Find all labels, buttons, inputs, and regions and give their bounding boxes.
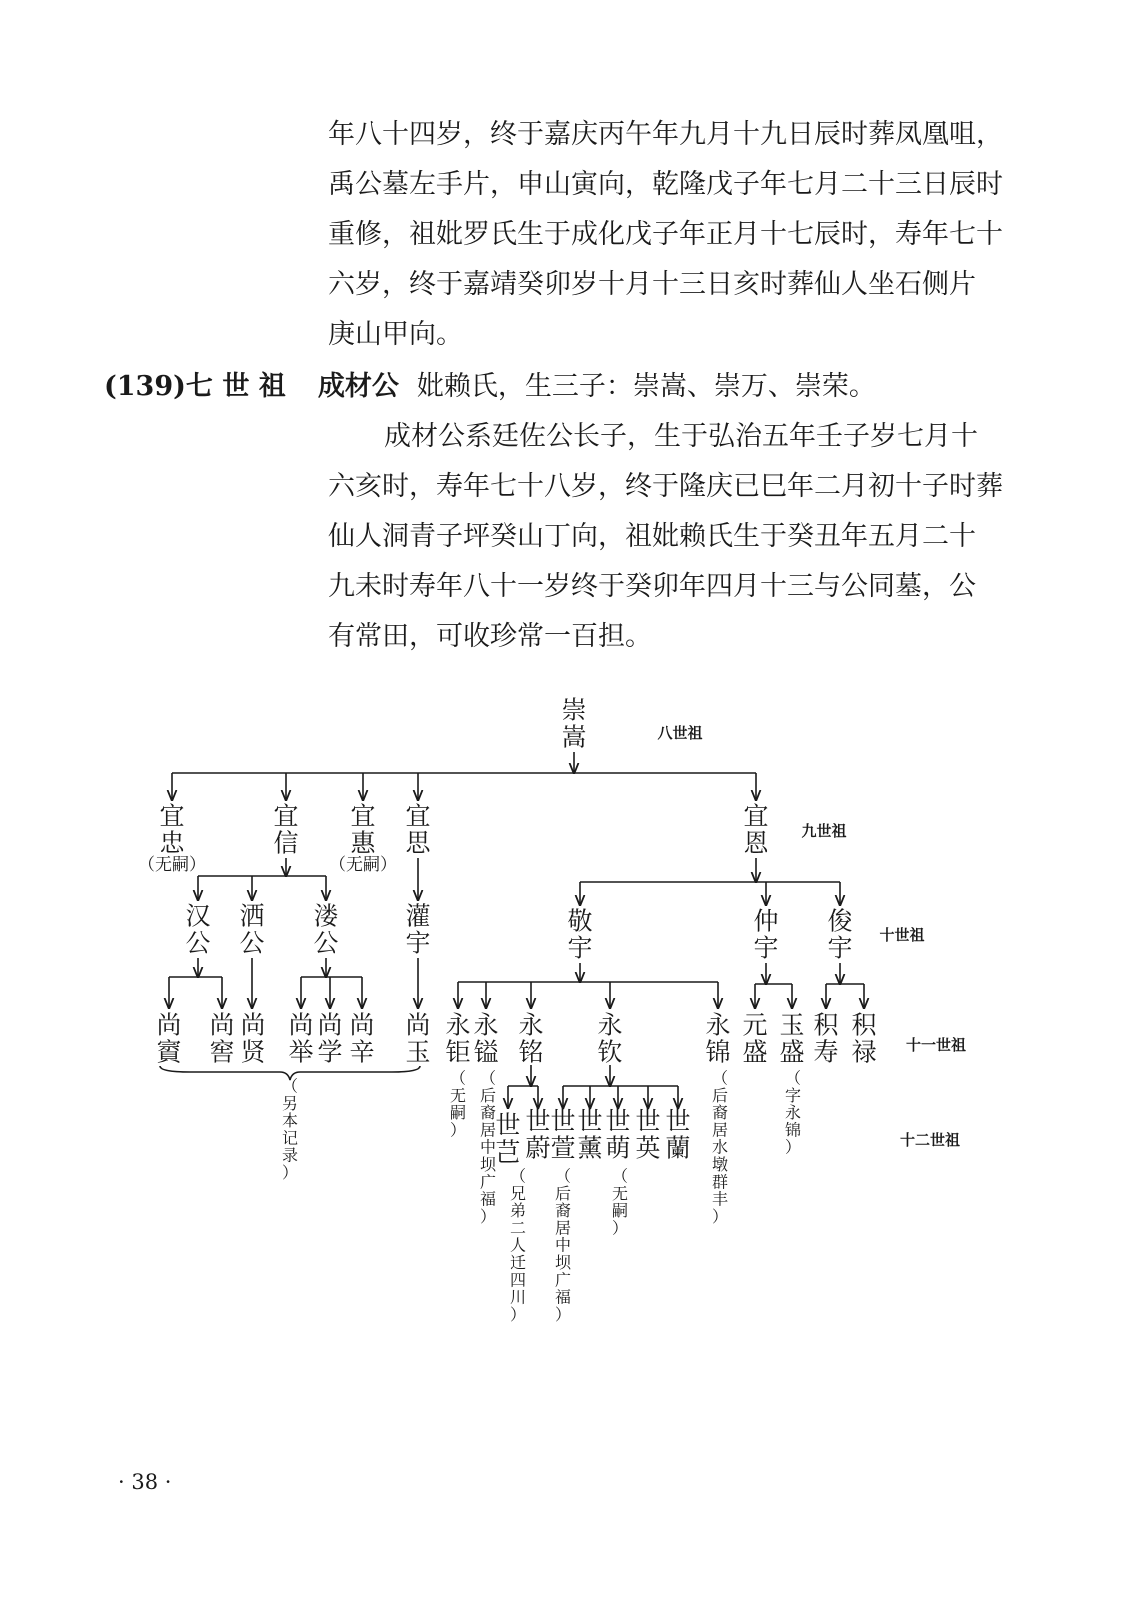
svg-text:贤: 贤	[240, 1037, 266, 1067]
svg-text:后: 后	[554, 1183, 572, 1203]
svg-text:永: 永	[445, 1010, 471, 1040]
svg-text:人: 人	[509, 1235, 527, 1255]
svg-text:尚: 尚	[349, 1010, 375, 1040]
svg-text:）: ）	[784, 1137, 802, 1157]
tree-node-gen10	[567, 906, 592, 962]
svg-text:另: 另	[281, 1093, 299, 1113]
svg-text:坝: 坝	[554, 1253, 572, 1272]
annotation-note	[712, 1069, 728, 1226]
svg-text:（: （	[281, 1076, 299, 1096]
svg-text:福: 福	[554, 1287, 572, 1307]
svg-text:世: 世	[550, 1106, 576, 1136]
annotation-note	[612, 1167, 628, 1238]
svg-text:尚: 尚	[405, 1010, 431, 1040]
svg-text:中: 中	[554, 1235, 572, 1255]
svg-text:）: ）	[611, 1218, 629, 1238]
svg-text:俊: 俊	[827, 906, 853, 936]
text-line: 重修，祖妣罗氏生于成化戊子年正月十七辰时，寿年七十	[328, 219, 1003, 250]
svg-text:元: 元	[742, 1010, 768, 1040]
text-line: 有常田，可收珍常一百担。	[328, 621, 652, 652]
tree-node-gen12	[495, 1110, 520, 1166]
svg-text:墩: 墩	[711, 1155, 729, 1174]
svg-text:裔: 裔	[711, 1103, 729, 1123]
svg-text:嗣: 嗣	[449, 1103, 467, 1123]
svg-text:玉: 玉	[779, 1010, 805, 1040]
annotation-note	[510, 1167, 526, 1324]
generation-label: 十一世祖	[905, 1036, 967, 1054]
svg-text:崇: 崇	[561, 695, 587, 725]
svg-text:世: 世	[525, 1106, 551, 1136]
tree-node-gen11	[473, 1010, 498, 1066]
ancestor-name: 成材公	[317, 371, 399, 402]
svg-text:信: 信	[273, 828, 299, 858]
generation-label: 十世祖	[879, 926, 925, 944]
svg-text:（: （	[449, 1068, 467, 1088]
svg-text:居: 居	[554, 1218, 572, 1238]
svg-text:嵩: 嵩	[561, 722, 587, 752]
annotation-note: （无嗣）	[329, 855, 397, 875]
svg-text:思: 思	[405, 828, 431, 858]
annotation-note	[282, 1077, 298, 1182]
svg-text:迁: 迁	[509, 1253, 527, 1272]
svg-text:宇: 宇	[405, 928, 431, 958]
svg-text:辛: 辛	[349, 1037, 375, 1067]
svg-text:永: 永	[705, 1010, 731, 1040]
svg-text:永: 永	[518, 1010, 544, 1040]
svg-text:宜: 宜	[405, 801, 431, 831]
svg-text:后: 后	[479, 1085, 497, 1105]
svg-text:萌: 萌	[605, 1133, 631, 1163]
generation-label: 九世祖	[801, 822, 847, 840]
tree-node-gen11	[209, 1010, 234, 1066]
svg-text:字: 字	[784, 1085, 802, 1105]
svg-text:学: 学	[317, 1037, 343, 1067]
tree-node-gen11	[288, 1010, 313, 1066]
svg-text:仲: 仲	[753, 906, 779, 936]
tree-node-gen11	[813, 1010, 839, 1066]
svg-text:锦: 锦	[705, 1037, 731, 1067]
svg-text:宇: 宇	[753, 933, 779, 963]
svg-text:公: 公	[313, 928, 339, 958]
svg-text:英: 英	[635, 1133, 661, 1163]
svg-text:川: 川	[509, 1287, 527, 1307]
svg-text:四: 四	[509, 1270, 527, 1290]
tree-node-gen11	[405, 1010, 430, 1066]
generation-label: 八世祖	[657, 724, 703, 742]
svg-text:永: 永	[597, 1010, 623, 1040]
svg-text:尚: 尚	[288, 1010, 314, 1040]
svg-text:（: （	[711, 1068, 729, 1088]
section-number: (139)	[104, 371, 186, 402]
svg-text:宇: 宇	[827, 933, 853, 963]
svg-text:兄: 兄	[509, 1183, 527, 1203]
svg-text:宜: 宜	[273, 801, 299, 831]
svg-text:芑: 芑	[495, 1137, 521, 1167]
svg-text:无: 无	[449, 1085, 467, 1105]
annotation-note	[785, 1069, 801, 1157]
svg-text:居: 居	[711, 1120, 729, 1140]
svg-text:世: 世	[495, 1110, 521, 1140]
svg-text:（: （	[509, 1166, 527, 1186]
tree-node-gen10	[827, 906, 852, 962]
text-line: 年八十四岁，终于嘉庆丙午年九月十九日辰时葬凤凰咀，	[328, 119, 1003, 150]
svg-text:窖: 窖	[209, 1037, 235, 1067]
tree-node-gen12	[605, 1106, 630, 1162]
tree-node-gen12	[665, 1106, 690, 1162]
tree-node-gen11	[779, 1010, 804, 1066]
svg-text:）: ）	[509, 1304, 527, 1324]
svg-text:）: ）	[479, 1206, 497, 1226]
svg-text:公: 公	[185, 928, 211, 958]
svg-text:宇: 宇	[567, 933, 593, 963]
svg-text:钦: 钦	[597, 1037, 623, 1067]
svg-text:弟: 弟	[509, 1201, 527, 1221]
svg-text:录: 录	[281, 1145, 299, 1165]
svg-text:薰: 薰	[577, 1133, 603, 1163]
annotation-note	[555, 1167, 572, 1324]
tree-node-gen10	[185, 901, 210, 957]
svg-text:广: 广	[479, 1172, 497, 1192]
tree-node-gen10	[405, 901, 430, 957]
tree-node-gen12	[525, 1106, 550, 1162]
svg-text:盛: 盛	[779, 1037, 805, 1067]
svg-text:恩: 恩	[743, 828, 769, 858]
svg-text:水: 水	[711, 1137, 729, 1157]
svg-text:惠: 惠	[350, 828, 376, 858]
tree-node-gen10	[313, 901, 338, 957]
svg-text:二: 二	[509, 1218, 527, 1238]
svg-text:世: 世	[635, 1106, 661, 1136]
tree-node-gen12	[577, 1106, 602, 1162]
svg-text:本: 本	[281, 1111, 299, 1131]
section-title: 七 世 祖	[185, 371, 286, 402]
svg-text:尚: 尚	[317, 1010, 343, 1040]
text-line: 禹公墓左手片，申山寅向，乾隆戊子年七月二十三日辰时	[328, 169, 1003, 200]
svg-text:敬: 敬	[567, 906, 593, 936]
svg-text:后: 后	[711, 1085, 729, 1105]
tree-node-gen11	[597, 1010, 622, 1066]
svg-text:钜: 钜	[445, 1037, 471, 1067]
svg-text:丰: 丰	[711, 1189, 729, 1209]
svg-text:宜: 宜	[743, 801, 769, 831]
svg-text:蘭: 蘭	[665, 1133, 691, 1163]
tree-node-gen9	[405, 801, 431, 857]
tree-node-gen12	[550, 1106, 575, 1162]
svg-text:锦: 锦	[784, 1120, 802, 1140]
svg-text:）: ）	[711, 1206, 729, 1226]
tree-node-gen11	[317, 1010, 342, 1066]
generation-label: 十二世祖	[899, 1131, 961, 1149]
svg-text:永: 永	[784, 1103, 802, 1123]
svg-text:积: 积	[851, 1010, 877, 1040]
svg-text:尚: 尚	[209, 1010, 235, 1040]
svg-text:寿: 寿	[813, 1037, 839, 1067]
svg-text:）: ）	[449, 1120, 467, 1140]
tree-node-gen11	[240, 1010, 266, 1066]
svg-text:萱: 萱	[550, 1133, 576, 1163]
svg-text:世: 世	[665, 1106, 691, 1136]
svg-text:（: （	[554, 1166, 572, 1186]
svg-text:尚: 尚	[240, 1010, 266, 1040]
svg-text:记: 记	[281, 1128, 299, 1148]
svg-text:忠: 忠	[159, 828, 185, 858]
tree-node-gen11	[445, 1010, 470, 1066]
svg-text:积: 积	[813, 1010, 839, 1040]
svg-text:盛: 盛	[742, 1037, 768, 1067]
svg-text:群: 群	[711, 1172, 729, 1192]
svg-text:铭: 铭	[518, 1037, 544, 1067]
svg-text:世: 世	[577, 1106, 603, 1136]
svg-text:嗣: 嗣	[611, 1201, 629, 1221]
svg-text:（: （	[479, 1068, 497, 1088]
text-line: 庚山甲向。	[328, 319, 463, 350]
tree-node-gen11	[349, 1010, 374, 1066]
svg-text:賨: 賨	[156, 1037, 182, 1067]
tree-node-gen9	[350, 801, 376, 857]
svg-text:裔: 裔	[554, 1201, 572, 1221]
svg-text:世: 世	[605, 1106, 631, 1136]
svg-text:宜: 宜	[350, 801, 376, 831]
tree-node-gen11	[705, 1010, 730, 1066]
svg-text:汉: 汉	[185, 901, 211, 931]
svg-text:洒: 洒	[239, 901, 265, 931]
svg-text:镒: 镒	[473, 1037, 499, 1067]
heading-description: 妣赖氏，生三子：崇嵩、崇万、崇荣。	[416, 371, 876, 402]
tree-node-gen10	[753, 906, 778, 962]
tree-node-gen12	[635, 1106, 660, 1162]
svg-text:（: （	[611, 1166, 629, 1186]
svg-text:中: 中	[479, 1137, 497, 1157]
svg-text:）: ）	[281, 1163, 299, 1182]
tree-node-gen11	[742, 1010, 767, 1066]
svg-text:）: ）	[554, 1304, 572, 1324]
svg-text:无: 无	[611, 1183, 629, 1203]
svg-text:溇: 溇	[313, 901, 339, 931]
svg-text:坝: 坝	[479, 1155, 497, 1174]
svg-text:（: （	[784, 1068, 802, 1088]
svg-text:玉: 玉	[405, 1037, 431, 1067]
text-line: 成材公系廷佐公长子，生于弘治五年壬子岁七月十	[384, 421, 978, 452]
svg-text:居: 居	[479, 1120, 497, 1140]
tree-node-gen9	[743, 801, 769, 857]
page-number: · 38 ·	[118, 1470, 172, 1494]
annotation-note: （无嗣）	[138, 855, 206, 875]
svg-text:举: 举	[288, 1037, 314, 1067]
annotation-note	[450, 1069, 466, 1140]
text-line: 六亥时，寿年七十八岁，终于隆庆已巳年二月初十子时葬	[328, 471, 1003, 502]
text-line: 九未时寿年八十一岁终于癸卯年四月十三与公同墓，公	[328, 571, 976, 602]
svg-text:灌: 灌	[405, 901, 431, 931]
tree-node-gen9	[159, 801, 185, 857]
text-line: 六岁，终于嘉靖癸卯岁十月十三日亥时葬仙人坐石侧片	[328, 269, 976, 300]
tree-node-gen11	[518, 1010, 543, 1066]
tree-node-gen9	[273, 801, 298, 857]
svg-text:永: 永	[473, 1010, 499, 1040]
tree-node-gen11	[156, 1010, 183, 1066]
tree-node-gen10	[239, 901, 264, 957]
svg-text:裔: 裔	[479, 1103, 497, 1123]
svg-text:公: 公	[239, 928, 265, 958]
svg-text:尚: 尚	[156, 1010, 182, 1040]
annotation-note	[480, 1069, 497, 1226]
svg-text:蔚: 蔚	[525, 1133, 551, 1163]
text-line: 仙人洞青子坪癸山丁向，祖妣赖氏生于癸丑年五月二十	[328, 521, 976, 552]
svg-text:广: 广	[554, 1270, 572, 1290]
svg-text:禄: 禄	[851, 1037, 877, 1067]
svg-text:福: 福	[479, 1189, 497, 1209]
tree-node-root	[561, 695, 586, 751]
tree-node-gen11	[851, 1010, 877, 1066]
svg-text:宜: 宜	[159, 801, 185, 831]
